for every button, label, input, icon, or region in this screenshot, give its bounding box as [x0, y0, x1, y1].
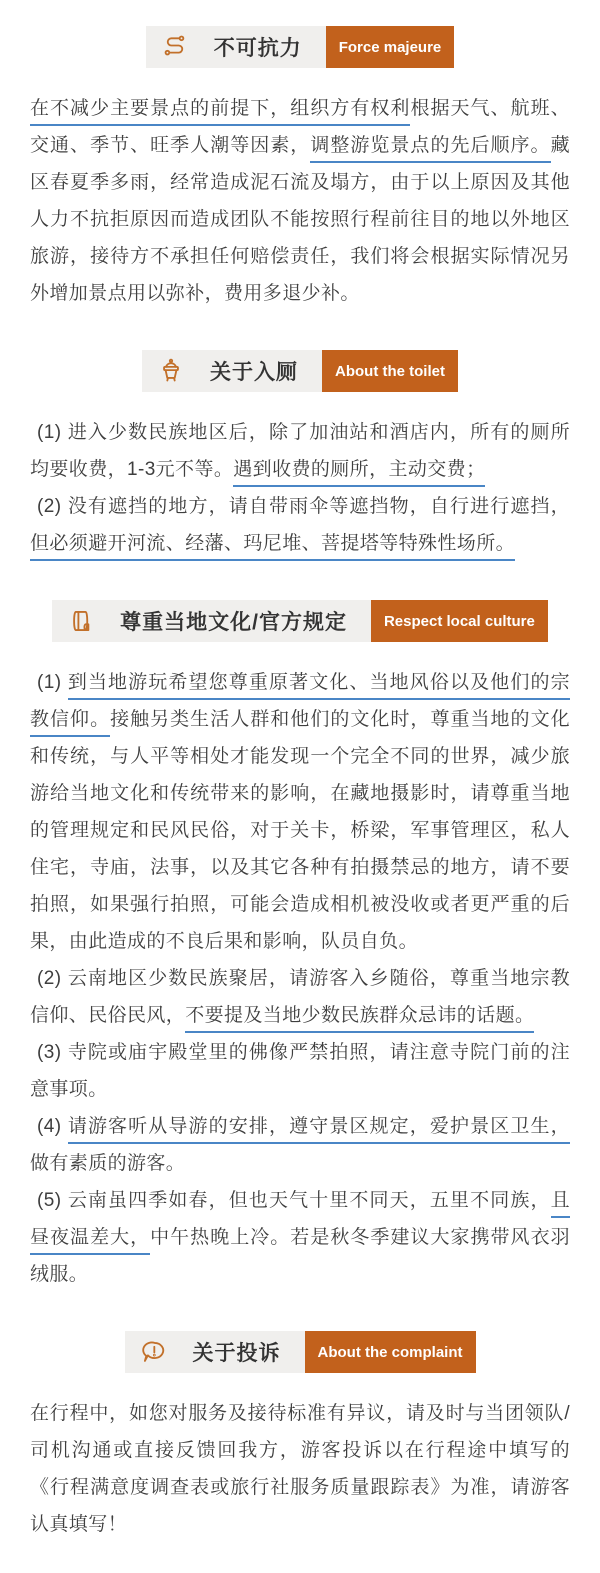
section-header	[30, 26, 570, 68]
section	[30, 600, 570, 1293]
paragraph	[30, 488, 570, 562]
paragraph	[30, 1108, 570, 1182]
text-segment: 藏区春夏季多雨，经常造成泥石流及塌方，由于以上原因及其他人力不抗拒原因而造成团队不能按照行程前往目的地以外地区旅游，接待方不承担任何赔偿责任，我们将会根据实际情况另外增加景点用以弥补，费用多退少补。	[30, 135, 570, 304]
underlined-text: 遇到收费的厕所，主动交费；	[233, 459, 485, 487]
text-segment: 接触另类生活人群和他们的文化时，尊重当地的文化和传统，与人平等相处才能发现一个完全不同的世界，减少旅游给当地文化和传统带来的影响，在藏地摄影时，请尊重当地的管理规定和民风民俗，对于关卡，桥梁，军事管理区，私人住宅，寺庙，法事，以及其它各种有拍摄禁忌的地方，请不要拍照，如果强行拍照，可能会造成相机被没收或者更严重的后果，由此造成的不良后果和影响，队员自负。	[30, 709, 570, 952]
text-segment: (1) 进入少数民族地区后，除了加油站和酒店内，所有的厕所均要收费，1-3元不等。	[30, 422, 570, 480]
paragraph	[30, 414, 570, 488]
scroll-icon	[68, 608, 94, 634]
text-segment: (5) 云南虽四季如春，但也天气十里不同天，五里不同族，	[37, 1190, 551, 1211]
text-segment: (2) 没有遮挡的地方，请自带雨伞等遮挡物，自行进行遮挡，	[37, 496, 570, 517]
underlined-text: 在不减少主要景点的前提下，组织方有权利	[30, 98, 410, 126]
section-title: 关于投诉	[192, 1342, 281, 1365]
text-segment: (2) 云南地区少数民族聚居，请游客入乡随俗，尊重当地宗教信仰、民俗民风，	[30, 968, 570, 1026]
underlined-text: 不要提及当地少数民族群众忌讳的话题。	[185, 1005, 534, 1033]
section-header	[30, 600, 570, 642]
paragraph	[30, 90, 570, 312]
section-title: 不可抗力	[213, 37, 302, 60]
text-segment: 在行程中，如您对服务及接待标准有异议，请及时与当团领队/司机沟通或直接反馈回我方，游客投诉以在行程途中填写的《行程满意度调查表或旅行社服务质量跟踪表》为准，请游客认真填写！	[30, 1403, 570, 1535]
underlined-text: 到当地游玩希望您尊重原著文化、当地风俗以及他们的宗教信仰。	[30, 672, 570, 737]
section-header-label	[142, 350, 322, 392]
section-header-label	[125, 1331, 305, 1373]
text-segment: (3) 寺院或庙宇殿堂里的佛像严禁拍照，请注意寺院门前的注意事项。	[30, 1042, 570, 1100]
section-badge: Force majeure	[326, 26, 455, 68]
content	[30, 26, 570, 1543]
section	[30, 1331, 570, 1543]
section-badge: About the toilet	[322, 350, 458, 392]
paragraph	[30, 960, 570, 1034]
underlined-text: 请游客听从导游的安排，遵守景区规定，爱护景区卫生，	[68, 1116, 570, 1144]
section-header	[30, 350, 570, 392]
section-badge: About the complaint	[305, 1331, 476, 1373]
section-title: 尊重当地文化/官方规定	[120, 611, 347, 634]
section-title: 关于入厕	[210, 361, 298, 384]
section-body	[30, 414, 570, 562]
section-body	[30, 664, 570, 1293]
text-segment: 做有素质的游客。	[30, 1153, 186, 1174]
section-badge: Respect local culture	[371, 600, 548, 642]
section	[30, 26, 570, 312]
route-icon	[162, 34, 188, 60]
text-segment: (4)	[37, 1116, 68, 1137]
text-segment: (1)	[37, 672, 68, 693]
toilet-icon	[158, 358, 184, 384]
section-header-label	[52, 600, 371, 642]
underlined-text: 但必须避开河流、经藩、玛尼堆、菩提塔等特殊性场所。	[30, 533, 515, 561]
text-segment: 根据天气、航班、交通、季节、旺季人潮等因素，	[30, 98, 570, 156]
text-segment: 中午热晚上冷。若是秋冬季建议大家携带风衣羽绒服。	[30, 1227, 570, 1285]
complaint-bubble-icon	[141, 1339, 167, 1365]
paragraph	[30, 1034, 570, 1108]
underlined-text: 调整游览景点的先后顺序。	[310, 135, 550, 163]
underlined-text: 且昼夜温差大，	[30, 1190, 570, 1255]
section-header	[30, 1331, 570, 1373]
paragraph	[30, 1395, 570, 1543]
paragraph	[30, 1182, 570, 1293]
section-body	[30, 1395, 570, 1543]
section-header-label	[146, 26, 326, 68]
section-body	[30, 90, 570, 312]
paragraph	[30, 664, 570, 960]
section	[30, 350, 570, 562]
